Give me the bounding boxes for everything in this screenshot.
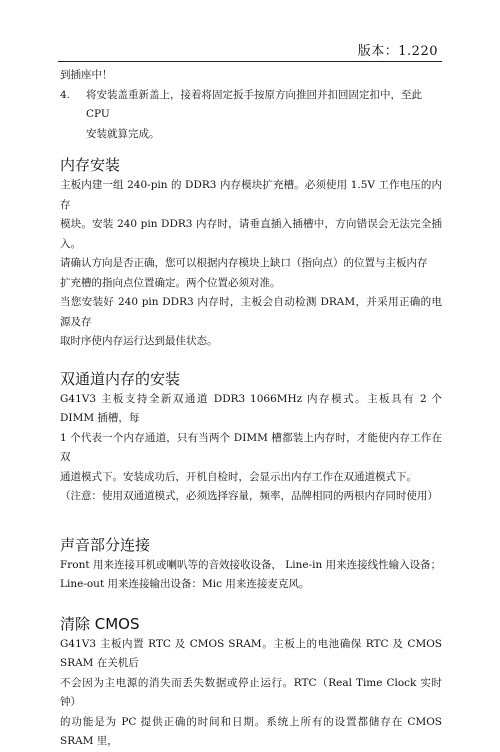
text-line: G41V3 主板支持全新双通道 DDR3 1066MHz 内存模式。主板具有 2 个 DIMM 插槽，每 [60,392,442,424]
step-text-line: 将安装盖重新盖上，接着将固定扳手按原方向推回并扣回固定扣中，至此 CPU [86,88,422,120]
text-line: 不会因为主电源的消失而丢失数据或停止运行。RTC（Real Time Clock 实时钟） [60,676,442,708]
text-line: 模块。安装 240 pin DDR3 内存时，请垂直插入插槽中，方向错误会无法完全插入。 [60,218,442,250]
text-line: 扩充槽的指向点位置确定。两个位置必须对准。 [60,276,281,289]
dual-channel-paragraph [60,390,442,507]
text-line: 请确认方向是否正确，您可以根据内存模块上缺口（指向点）的位置与主板内存 [60,257,428,269]
text-line: 通道模式下。安装成功后，开机自检时，会显示出内存工作在双通道模式下。 [60,470,417,483]
text-line: 取时序使内存运行达到最佳状态。 [60,335,218,347]
text-line: Line-out 用来连接输出设备：Mic 用来连接麦克风。 [60,578,310,590]
section-title-clear-cmos: 清除 CMOS [60,614,140,633]
text-line: 的功能是为 PC 提供正确的时间和日期。系统上所有的设置都储存在 CMOS SRAM 里， [60,715,442,747]
text-line: 1 个代表一个内存通道，只有当两个 DIMM 槽都装上内存时，才能使内存工作在双 [60,431,442,463]
text-line: 当您安装好 240 pin DDR3 内存时，主板会自动检测 DRAM，并采用正确的电源及存 [60,296,442,328]
section-title-dual-channel: 双通道内存的安装 [60,369,181,388]
section-title-memory-install: 内存安装 [60,156,121,174]
memory-install-paragraph [60,176,442,352]
continued-text: 到插座中！ [60,69,113,81]
step-number: 4. [60,88,71,101]
text-line: （注意：使用双通道模式，必须选择容量，频率，品牌相同的两根内存同时使用） [60,490,438,502]
text-line: G41V3 主板内置 RTC 及 CMOS SRAM。主板上的电池确保 RTC 及 CMOS SRAM 在关机后 [60,637,442,669]
step-text-line: 安装就算完成。 [86,127,160,140]
audio-paragraph [60,556,442,595]
text-line: 主板内建一组 240-pin 的 DDR3 内存模块扩充槽。必须使用 1.5V 工作电压的内存 [60,179,442,211]
section-title-audio: 声音部分连接 [60,535,151,554]
header-divider [58,61,442,62]
cmos-paragraph [60,635,442,752]
step-text [86,86,442,145]
step-4 [60,86,442,145]
version-label: 版本：1.220 [357,44,438,59]
page-content [60,66,442,752]
text-line: Front 用来连接耳机或喇叭等的音效接收设备， Line-in 用来连接线性输入设备； [60,558,442,571]
